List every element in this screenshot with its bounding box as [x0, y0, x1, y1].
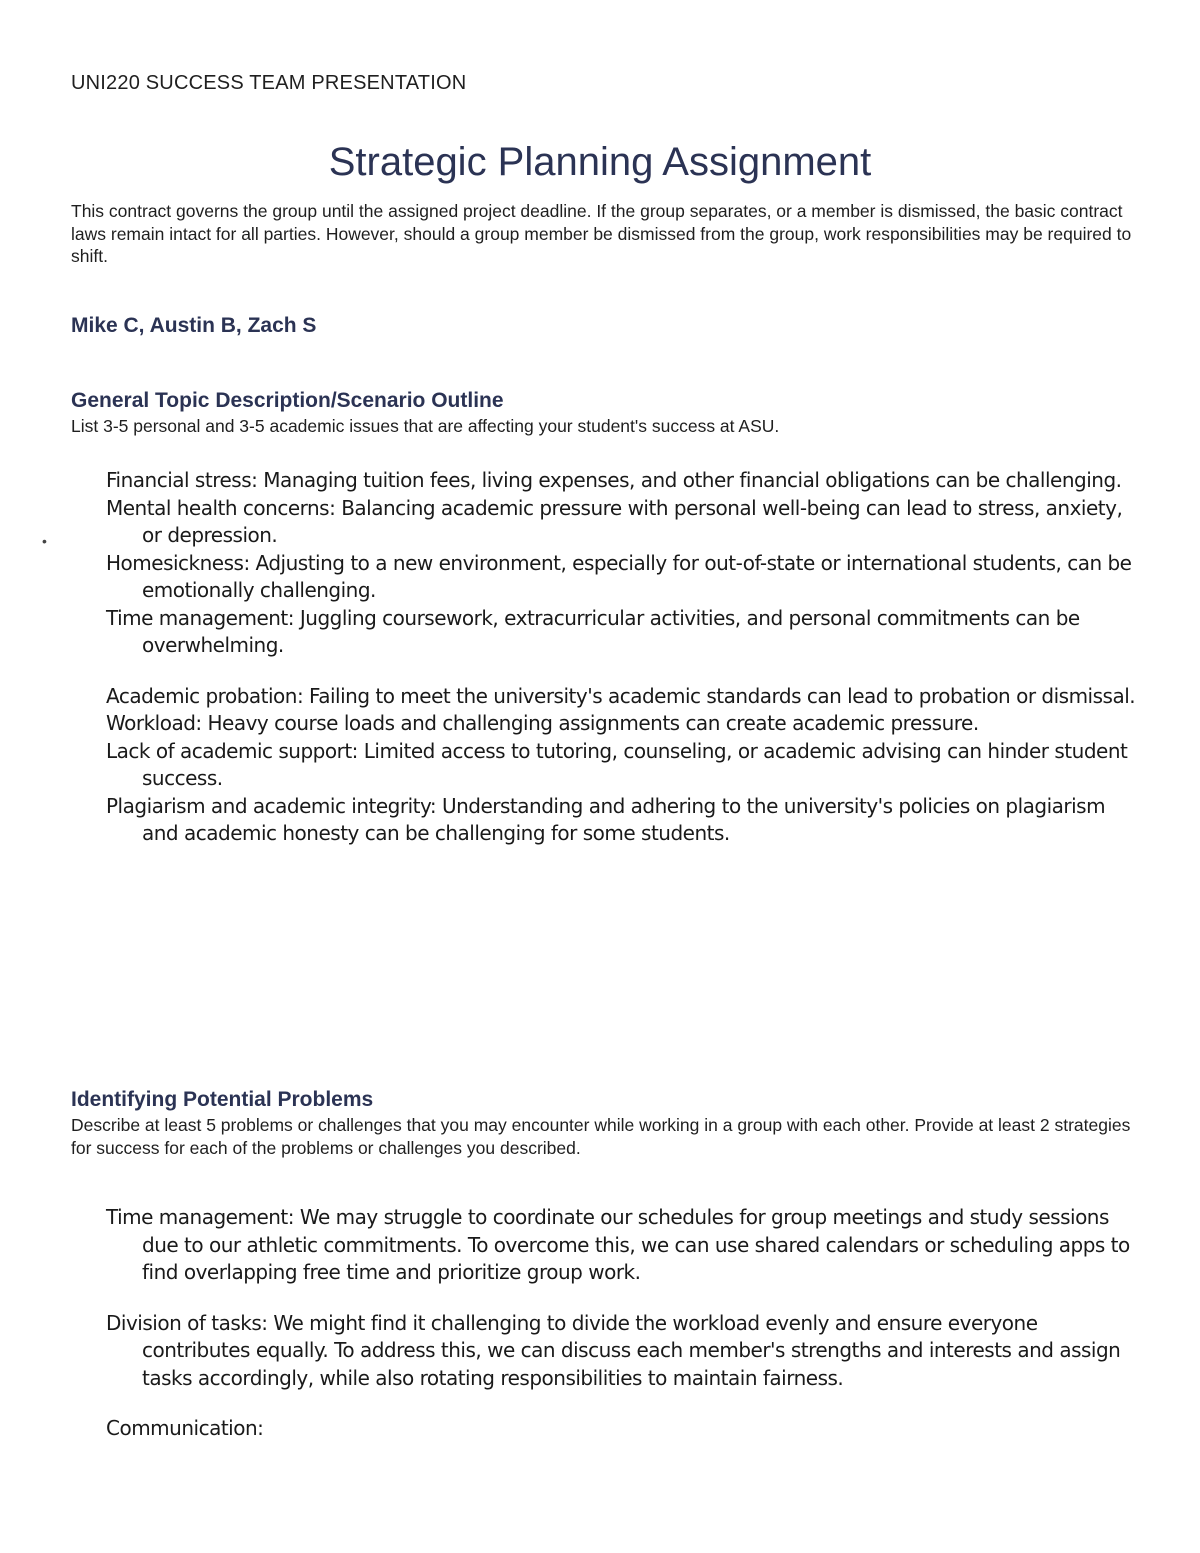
list-item-problem: Communication:: [106, 1416, 264, 1440]
list-item-problem: Division of tasks: We might find it challenging to divide the workload evenly and ensure everyone contributes equally. To address this, we can discuss each member's strengths and interests and assign tasks accordingly, while also rotating responsibilities to maintain fairness.: [106, 1310, 1121, 1390]
stray-bullet-mark: •: [42, 533, 47, 549]
list-item-personal-issue: Mental health concerns: Balancing academic pressure with personal well-being can lead to stress, anxiety, or depression.: [106, 495, 1123, 547]
list-item-academic-issue: Lack of academic support: Limited access to tutoring, counseling, or academic advising can hinder student success.: [106, 738, 1128, 790]
issues-list: [106, 467, 1136, 848]
problems-section-instruction: Describe at least 5 problems or challenges that you may encounter while working in a group with each other. Provide at least 2 strategies for success for each of the problems or challenges you described.: [71, 1115, 1131, 1158]
problems-section-heading: Identifying Potential Problems: [71, 1088, 374, 1111]
list-item-academic-issue: Academic probation: Failing to meet the university's academic standards can lead to probation or dismissal.: [106, 683, 1136, 708]
group-members: Mike C, Austin B, Zach S: [71, 314, 317, 337]
list-item-problem: Time management: We may struggle to coordinate our schedules for group meetings and study sessions due to our athletic commitments. To overcome this, we can use shared calendars or scheduling apps to find overlapping free time and prioritize group work.: [106, 1205, 1130, 1284]
contract-intro-paragraph: This contract governs the group until the assigned project deadline. If the group separates, or a member is dismissed, the basic contract laws remain intact for all parties. However, should a group member be dismissed from the group, work responsibilities may be required to shift.: [71, 201, 1132, 266]
problems-list: [106, 1204, 1136, 1443]
course-header: UNI220 SUCCESS TEAM PRESENTATION: [71, 72, 467, 94]
list-item-academic-issue: Workload: Heavy course loads and challenging assignments can create academic pressure.: [106, 711, 979, 735]
topic-section-heading: General Topic Description/Scenario Outline: [71, 389, 504, 412]
list-item-personal-issue: Time management: Juggling coursework, extracurricular activities, and personal commitments can be overwhelming.: [106, 605, 1080, 657]
list-item-personal-issue: Financial stress: Managing tuition fees, living expenses, and other financial obligations can be challenging.: [106, 468, 1122, 492]
topic-section-instruction: List 3-5 personal and 3-5 academic issues that are affecting your student's success at ASU.: [71, 416, 780, 436]
document-title: Strategic Planning Assignment: [328, 140, 872, 184]
list-item-personal-issue: Homesickness: Adjusting to a new environment, especially for out-of-state or international students, can be emotionally challenging.: [106, 550, 1132, 602]
list-item-academic-issue: Plagiarism and academic integrity: Understanding and adhering to the university's policies on plagiarism and academic honesty can be challenging for some students.: [106, 793, 1106, 845]
